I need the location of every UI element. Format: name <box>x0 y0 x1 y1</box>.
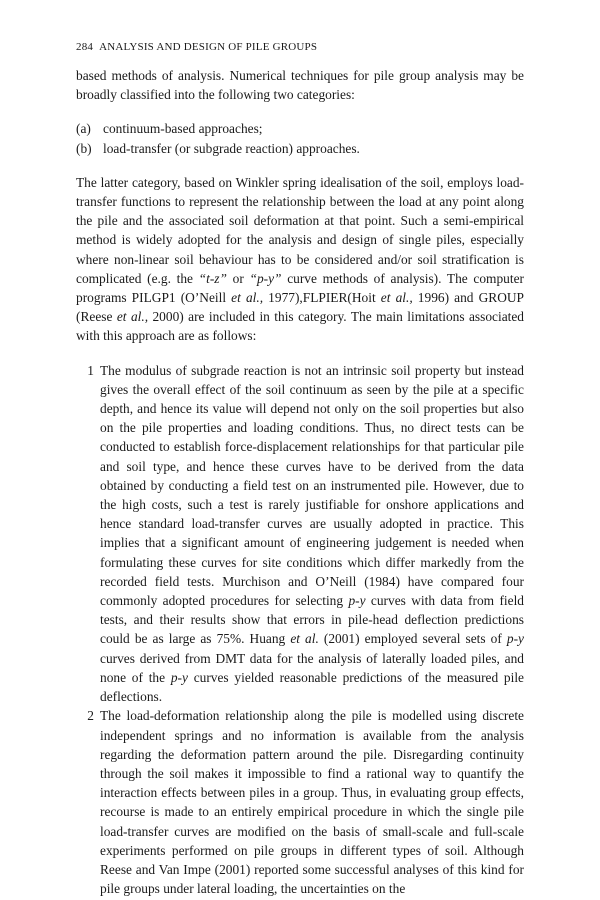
list-item <box>76 361 524 707</box>
item-text: The load-deformation relationship along the pile is modelled using discrete independent springs and no information is available from the analysis regarding the deformation pattern around the pile. Disregarding continuity through the soil makes it impossible to find a rational way to quantify the interaction effects between piles in a group. Thus, in evaluating group effects, recourse is made to an entirely empirical procedure in which the single pile load-transfer curves are modified on the basis of small-scale and full-scale experiments performed on pile groups in different types of soil. Although Reese and Van Impe (2001) reported some successful analyses of this kind for pile groups under lateral loading, the uncertainties on the <box>100 708 524 897</box>
text-run-italic: et al., <box>380 290 413 306</box>
text-run: 1996) and GROUP (Reese <box>76 290 524 325</box>
intro-paragraph: based methods of analysis. Numerical techniques for pile group analysis may be broadly classified into the following two categories: <box>76 68 524 103</box>
list-item <box>76 706 524 898</box>
text-run-italic: et al., <box>231 290 264 306</box>
text-run-italic: “t-z” <box>198 270 227 286</box>
page-number: 284 <box>76 41 94 53</box>
text-run: (2001) employed several sets of <box>318 631 507 647</box>
body-text <box>76 66 524 898</box>
text-run: The latter category, based on Winkler spring idealisation of the soil, employs load-transfer functions to represent the relationship between the load at any point along the pile and the associated soil deformation at that point. Such a semi-empirical method is widely adopted for the analysis and design of single piles, especially where non-linear soil behaviour has to be considered and/or soil stratification is complicated (e.g. the <box>76 174 524 286</box>
text-run: curves with data from field tests, and their results show that errors in pile-head deflection predictions could be as large as 75%. Huang <box>100 593 524 647</box>
text-run: 1977),FLPIER(Hoit <box>263 290 381 306</box>
category-text: continuum-based approaches; <box>103 121 263 137</box>
item-number: 1 <box>87 362 94 378</box>
text-run-italic: et al., <box>116 309 149 325</box>
list-item <box>76 139 524 158</box>
text-run: or <box>226 270 250 286</box>
limitations-list <box>76 361 524 899</box>
list-item <box>76 119 524 138</box>
text-run-italic: p-y <box>348 593 366 609</box>
text-run-italic: et al. <box>290 631 319 647</box>
text-run: curve methods of analysis). The computer programs PILGP1 (O’Neill <box>76 270 524 306</box>
running-title: ANALYSIS AND DESIGN OF PILE GROUPS <box>99 41 318 53</box>
text-run: curves yielded reasonable predictions of the measured pile deflections. <box>100 669 525 705</box>
category-list <box>76 119 524 157</box>
text-run: 2000) are included in this category. The main limitations associated with this approach are as follows: <box>76 309 524 344</box>
text-run: curves derived from DMT data for the analysis of laterally loaded piles, and none of the <box>100 650 524 685</box>
text-run: The modulus of subgrade reaction is not an intrinsic soil property but instead gives the overall effect of the soil continuum as seen by the pile at a specific depth, and hence its value will depend not only on the soil properties but also on the pile properties and loading conditions. Thus, no direct tests can be conducted to establish force-displacement relationships for that particular pile and soil type, and hence these curves have to be derived from the data obtained by conducting a field test on an instrumented pile. However, due to the high costs, such a test is rarely justifiable for onshore applications and hence standard load-transfer curves are usually adopted in practice. This implies that a significant amount of engineering judgement is needed when formulating these curves for site conditions which differ markedly from the recorded field tests. Murchison and O’Neill (1984) have compared four commonly adopted procedures for selecting <box>100 362 524 609</box>
category-label: (b) <box>76 140 92 156</box>
running-head <box>76 38 317 57</box>
category-label: (a) <box>76 121 91 137</box>
item-number: 2 <box>87 708 94 724</box>
main-paragraph <box>76 173 524 346</box>
text-run-italic: “p-y” <box>249 270 282 286</box>
text-run-italic: p-y <box>170 669 188 685</box>
item-text <box>100 361 524 707</box>
text-run-italic: p-y <box>506 631 525 647</box>
category-text: load-transfer (or subgrade reaction) approaches. <box>103 140 360 156</box>
